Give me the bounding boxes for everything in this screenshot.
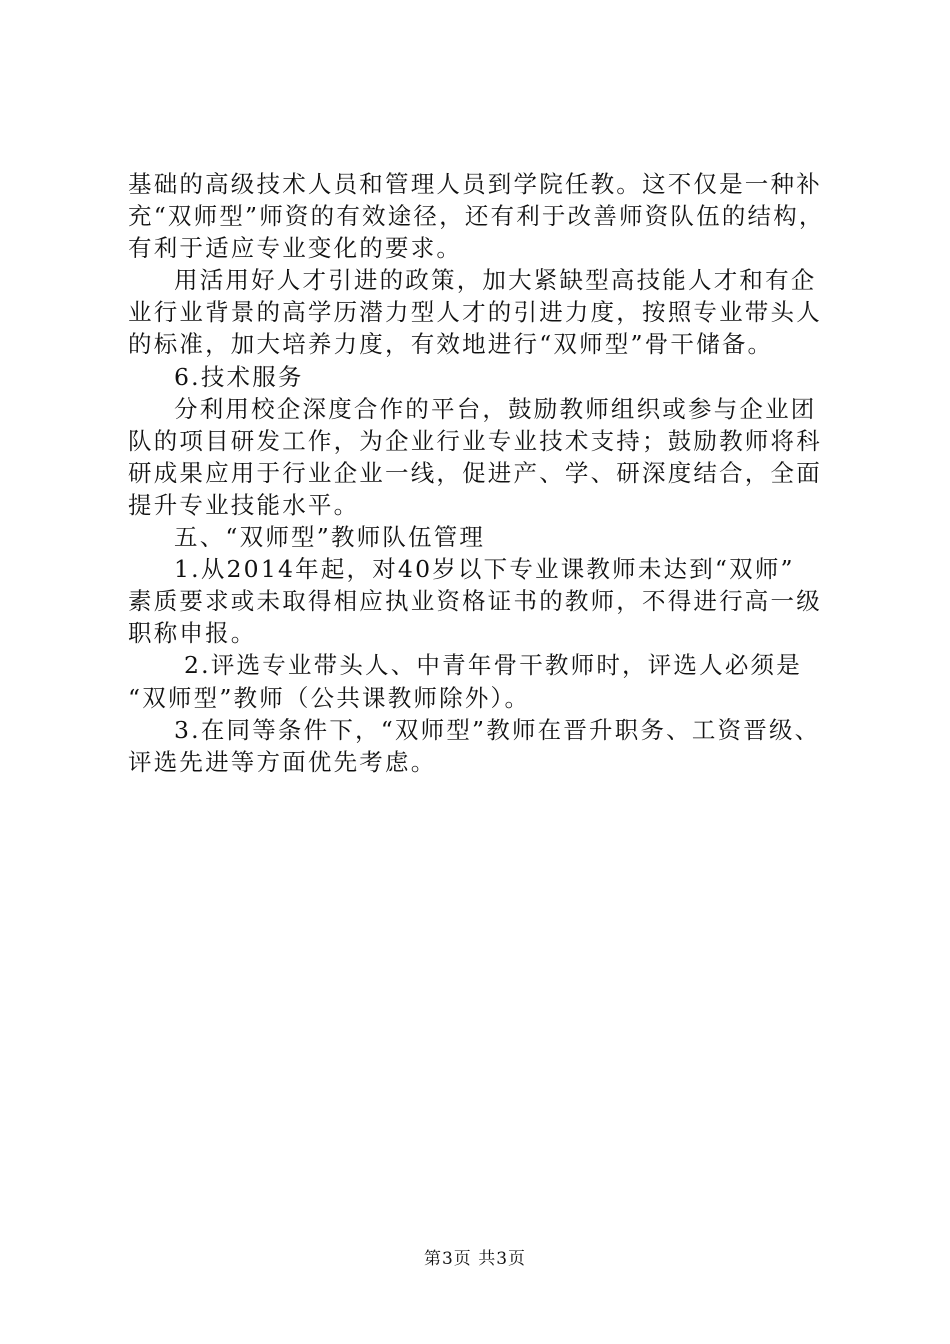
- paragraph-line: 研成果应用于行业企业一线，促进产、学、研深度结合，全面: [128, 458, 822, 487]
- document-body: [128, 168, 830, 778]
- section-heading: 6.技术服务: [174, 362, 304, 391]
- paragraph-line: 的标准，加大培养力度，有效地进行“双师型”骨干储备。: [128, 330, 774, 359]
- paragraph-line: 基础的高级技术人员和管理人员到学院任教。这不仅是一种补: [128, 170, 822, 198]
- paragraph-line: 队的项目研发工作，为企业行业专业技术支持；鼓励教师将科: [128, 426, 822, 455]
- paragraph-line: 有利于适应专业变化的要求。: [128, 234, 463, 263]
- page-number-footer: 第3页 共3页: [423, 1249, 527, 1269]
- paragraph-line: 2.评选专业带头人、中青年骨干教师时，评选人必须是: [184, 651, 802, 680]
- section-heading: 五、“双师型”教师队伍管理: [174, 523, 486, 552]
- paragraph-line: 职称申报。: [128, 619, 257, 648]
- paragraph-line: 评选先进等方面优先考虑。: [128, 747, 437, 776]
- paragraph-line: 充“双师型”师资的有效途径，还有利于改善师资队伍的结构，: [128, 202, 825, 231]
- paragraph-line: 分利用校企深度合作的平台，鼓励教师组织或参与企业团: [174, 394, 817, 423]
- paragraph-line: 业行业背景的高学历潜力型人才的引进力度，按照专业带头人: [128, 298, 822, 327]
- paragraph-line: 3.在同等条件下，“双师型”教师在晋升职务、工资晋级、: [174, 715, 821, 744]
- paragraph-line: 用活用好人才引进的政策，加大紧缺型高技能人才和有企: [174, 266, 817, 295]
- paragraph-line: 1.从2014年起，对40岁以下专业课教师未达到“双师”: [174, 555, 795, 584]
- paragraph-line: “双师型”教师（公共课教师除外）。: [128, 683, 531, 712]
- paragraph-line: 素质要求或未取得相应执业资格证书的教师，不得进行高一级: [128, 587, 822, 616]
- paragraph-line: 提升专业技能水平。: [128, 490, 360, 519]
